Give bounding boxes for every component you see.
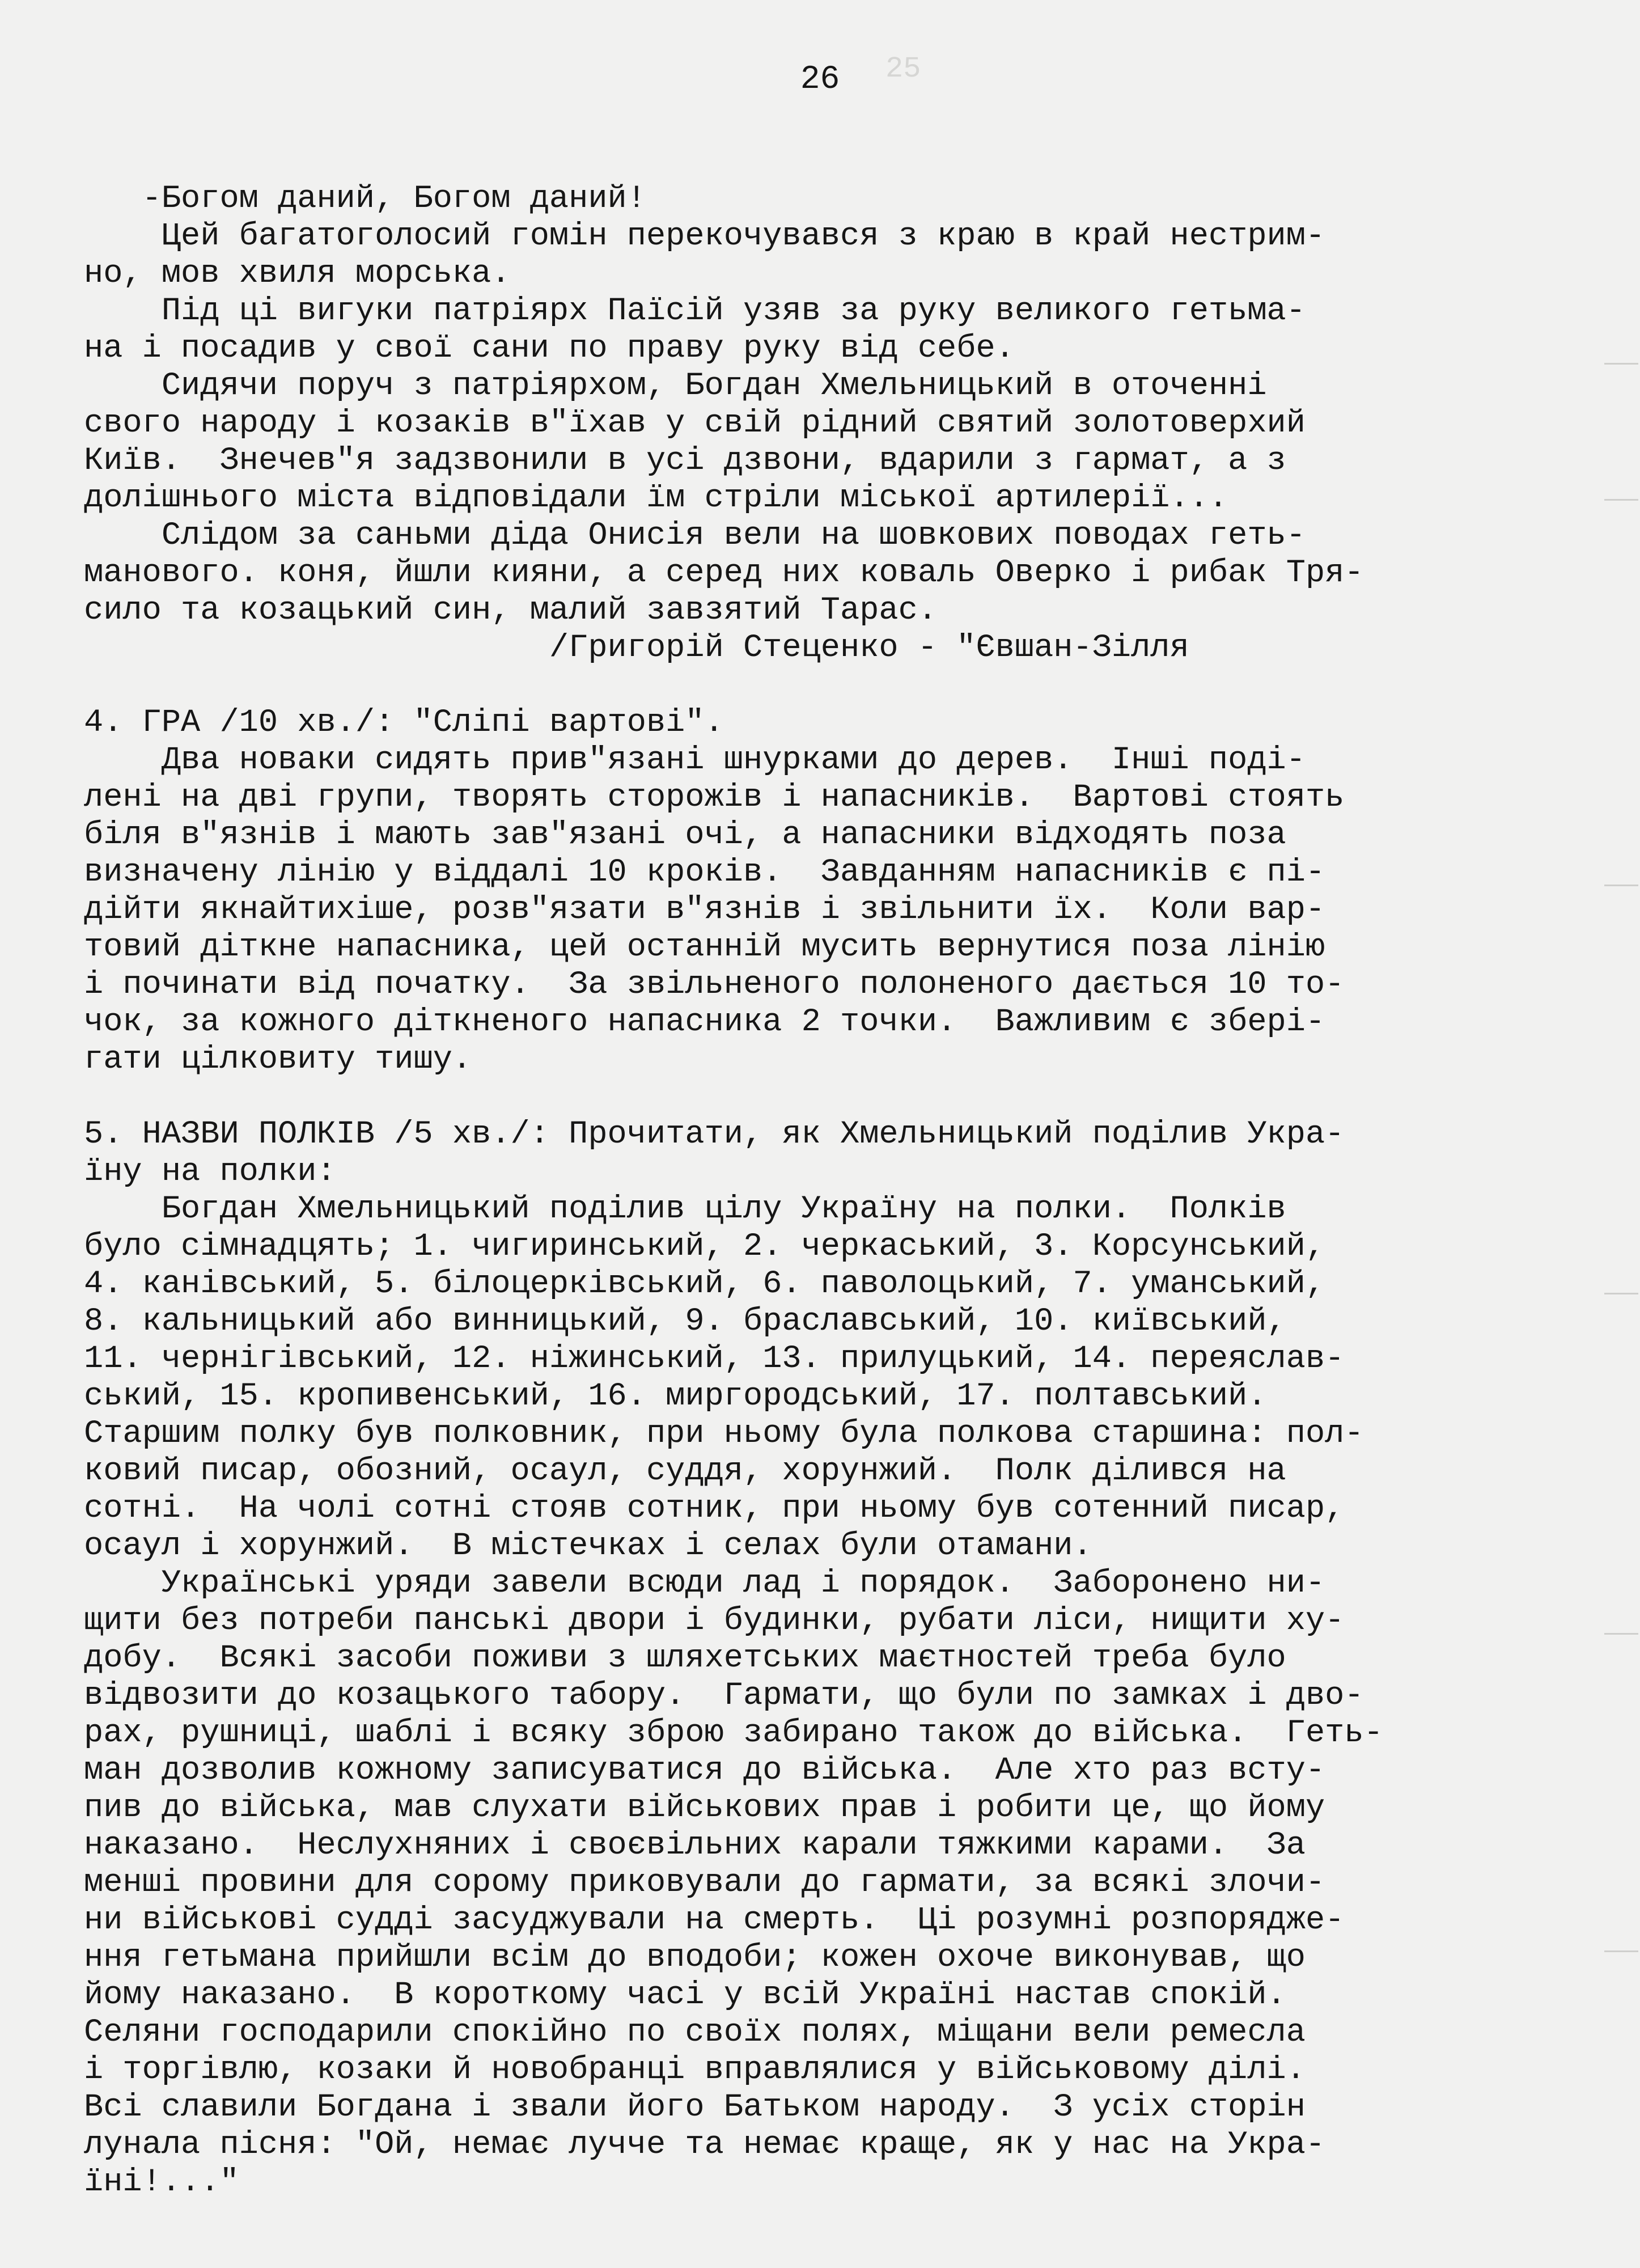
bleed-through-page-number: 25	[885, 52, 921, 86]
text-line: Два новаки сидять прив"язані шнурками до дерев. Інші поді-	[84, 742, 1306, 778]
text-line: ковий писар, обозний, осаул, суддя, хорунжий. Полк ділився на	[84, 1453, 1286, 1490]
text-line: свого народу і козаків в"їхав у свій рідний святий золотоверхий	[84, 405, 1306, 442]
text-line: сотні. На чолі сотні стояв сотник, при ньому був сотенний писар,	[84, 1491, 1345, 1527]
text-line: ння гетьмана прийшли всім до вподоби; кожен охоче виконував, що	[84, 1940, 1306, 1976]
text-line: товий діткне напасника, цей останній мусить вернутися поза лінію	[84, 929, 1325, 966]
margin-mark	[1604, 885, 1638, 886]
text-line: /Григорій Стеценко - "Євшан-Зілля	[84, 630, 1189, 666]
text-line: Старшим полку був полковник, при ньому була полкова старшина: пол-	[84, 1416, 1364, 1452]
text-line: їну на полки:	[84, 1154, 336, 1190]
text-line: Сидячи поруч з патріярхом, Богдан Хмельницький в оточенні	[84, 368, 1267, 404]
margin-mark	[1604, 1293, 1638, 1294]
text-line: чок, за кожного діткненого напасника 2 точки. Важливим є зберi-	[84, 1004, 1325, 1040]
text-line: відвозити до козацького табору. Гармати, що були по замках і дво-	[84, 1678, 1364, 1714]
text-line: менші провини для сорому приковували до гармати, за всякі злочи-	[84, 1865, 1325, 1901]
text-line: ни військові судді засуджували на смерть. Ці розумні розпорядже-	[84, 1902, 1345, 1939]
text-line: Слідом за саньми діда Онисія вели на шовкових поводах геть-	[84, 518, 1306, 554]
text-line: Українські уряди завели всюди лад і порядок. Заборонено ни-	[84, 1565, 1325, 1602]
text-line: щити без потреби панські двори і будинки, рубати ліси, нищити ху-	[84, 1603, 1345, 1639]
text-line: 8. кальницький або винницький, 9. браславський, 10. київський,	[84, 1304, 1286, 1340]
paragraph-gap	[84, 1078, 1580, 1116]
text-line: 4. канівський, 5. білоцерківський, 6. паволоцький, 7. уманський,	[84, 1266, 1325, 1302]
text-line: наказано. Неслухняних і своєвільних карали тяжкими карами. За	[84, 1827, 1306, 1864]
typewritten-body	[84, 180, 1580, 2201]
text-line: Київ. Знечев"я задзвонили в усі дзвони, вдарили з гармат, а з	[84, 443, 1286, 479]
page-number: 26	[800, 61, 840, 98]
text-line: долішнього міста відповідали їм стріли міської артилерії...	[84, 480, 1228, 517]
text-line: йому наказано. В короткому часі у всій Україні настав спокій.	[84, 1977, 1286, 2013]
text-line: було сімнадцять; 1. чигиринський, 2. черкаський, 3. Корсунський,	[84, 1229, 1325, 1265]
text-line: манового. коня, йшли кияни, а серед них коваль Оверко і рибак Тря-	[84, 555, 1364, 591]
text-line: добу. Всякі засоби поживи з шляхетських маєтностей треба було	[84, 1640, 1286, 1677]
text-line: їні!..."	[84, 2164, 239, 2201]
text-line: на і посадив у свої сани по праву руку від себе.	[84, 331, 1015, 367]
paragraph-gap	[84, 667, 1580, 704]
text-line: рах, рушниці, шаблі і всяку зброю забирано також до війська. Геть-	[84, 1715, 1383, 1751]
text-line: осаул і хорунжий. В містечках і селах були отамани.	[84, 1528, 1092, 1564]
text-line: Під ці вигуки патріярх Паїсій узяв за руку великого гетьма-	[84, 293, 1306, 329]
text-line: -Богом даний, Богом даний!	[84, 181, 646, 217]
text-line: лені на дві групи, творять сторожів і напасників. Вартові стоять	[84, 780, 1345, 816]
text-line: сило та козацький син, малий завзятий Тарас.	[84, 593, 938, 629]
text-line: Цей багатоголосий гомін перекочувався з краю в край нестрим-	[84, 218, 1325, 255]
text-line: Всі славили Богдана і звали його Батьком народу. З усіх сторін	[84, 2089, 1306, 2126]
text-line: гати цілковиту тишу.	[84, 1042, 472, 1078]
text-line: Богдан Хмельницький поділив цілу Україну на полки. Полків	[84, 1191, 1286, 1228]
text-line: дійти якнайтихіше, розв"язати в"язнів і звільнити їх. Коли вар-	[84, 892, 1325, 928]
text-line: біля в"язнів і мають зав"язані очі, а напасники відходять поза	[84, 817, 1286, 853]
text-line: 4. ГРА /10 хв./: "Сліпі вартові".	[84, 705, 724, 741]
margin-mark	[1604, 363, 1638, 365]
text-line: но, мов хвиля морська.	[84, 256, 511, 292]
margin-mark	[1604, 1950, 1638, 1952]
text-line: Селяни господарили спокійно по своїх полях, міщани вели ремесла	[84, 2015, 1306, 2051]
text-line: ський, 15. кропивенський, 16. миргородський, 17. полтавський.	[84, 1378, 1267, 1415]
margin-mark	[1604, 499, 1638, 501]
text-line: визначену лінію у віддалі 10 кроків. Завданням напасників є пі-	[84, 854, 1325, 891]
margin-mark	[1604, 1633, 1638, 1635]
text-line: і починати від початку. За звільненого полоненого дається 10 то-	[84, 967, 1345, 1003]
text-line: пив до війська, мав слухати військових прав і робити це, що йому	[84, 1790, 1325, 1826]
text-line: 5. НАЗВИ ПОЛКІВ /5 хв./: Прочитати, як Хмельницький поділив Укра-	[84, 1116, 1345, 1153]
text-line: 11. чернігівський, 12. ніжинський, 13. прилуцький, 14. переяслав-	[84, 1341, 1345, 1377]
text-line: і торгівлю, козаки й новобранці вправлялися у військовому ділі.	[84, 2052, 1306, 2088]
text-line: лунала пісня: "Ой, немає лучче та немає краще, як у нас на Укра-	[84, 2127, 1325, 2163]
text-line: ман дозволив кожному записуватися до війська. Але хто раз всту-	[84, 1753, 1325, 1789]
